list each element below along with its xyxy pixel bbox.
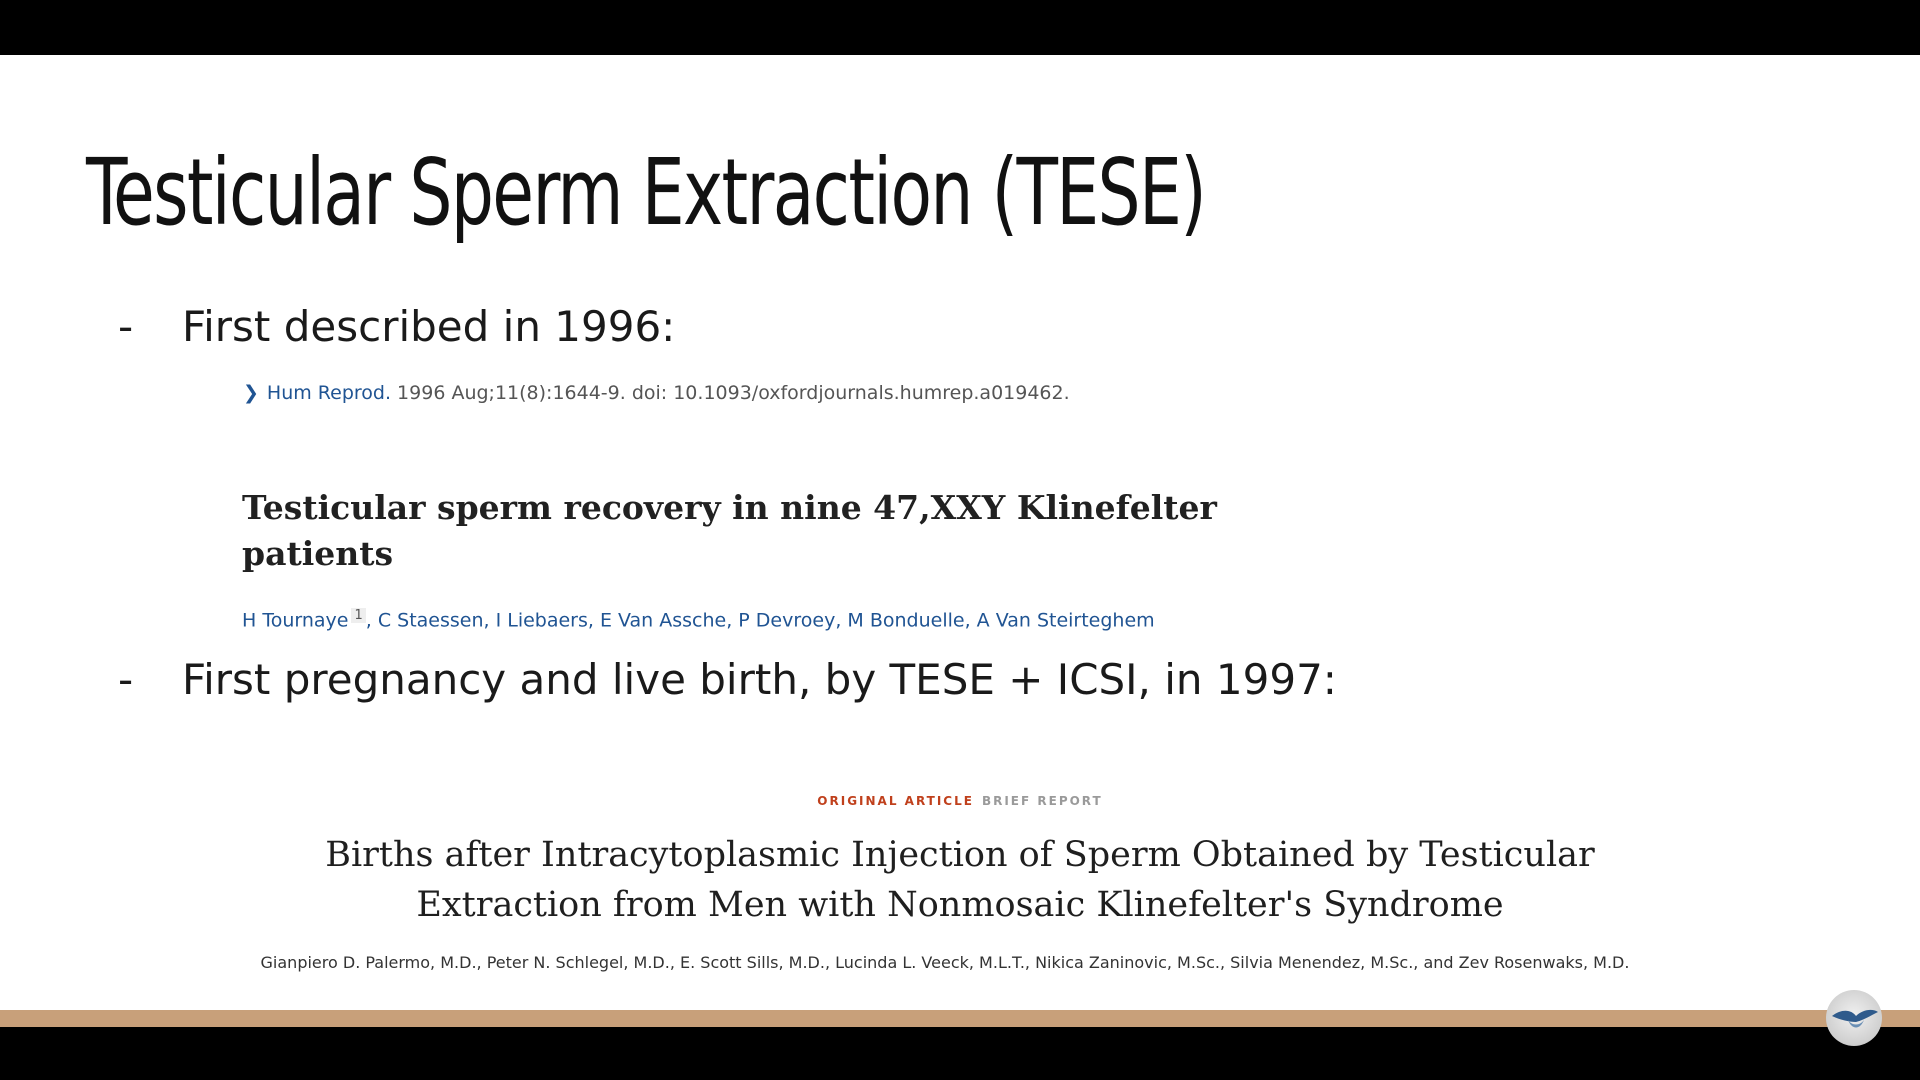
paper1-other-authors[interactable]: , C Staessen, I Liebaers, E Van Assche, P Devroey, M Bonduelle, A Van Steirteghem	[365, 609, 1155, 632]
paper2-authors: Gianpiero D. Palermo, M.D., Peter N. Schlegel, M.D., E. Scott Sills, M.D., Lucinda L. Veeck, M.L.T., Nikica Zaninovic, M.Sc., Silvia Menendez, M.Sc., and Zev Rosenwaks, M.D.	[260, 953, 1630, 972]
bullet-dash: -	[118, 655, 134, 704]
bullet-text: First pregnancy and live birth, by TESE + ICSI, in 1997:	[182, 655, 1337, 704]
bullet-first-described	[118, 302, 675, 351]
bullet-dash: -	[118, 302, 134, 351]
chevron-right-icon: ❯	[243, 382, 259, 404]
slide-title: Testicular Sperm Extraction (TESE)	[86, 139, 1206, 246]
original-article-label: ORIGINAL ARTICLE	[817, 794, 974, 808]
paper1-title: Testicular sperm recovery in nine 47,XXY Klinefelter patients	[242, 488, 1217, 573]
footer-bar	[0, 1010, 1920, 1027]
bullet-first-pregnancy	[118, 655, 1337, 704]
paper2-title	[260, 830, 1660, 930]
paper2-article-type	[0, 794, 1920, 808]
paper2-title-line-2: Extraction from Men with Nonmosaic Klinefelter's Syndrome	[416, 885, 1504, 925]
presentation-slide	[0, 55, 1920, 1010]
eagle-logo-icon	[1826, 990, 1882, 1046]
bullet-text: First described in 1996:	[182, 302, 676, 351]
affiliation-marker: 1	[351, 608, 365, 623]
paper2-title-line-1: Births after Intracytoplasmic Injection of Sperm Obtained by Testicular	[325, 835, 1595, 875]
paper1-citation	[243, 382, 1070, 404]
paper1-first-author-link[interactable]: H Tournaye	[242, 609, 349, 632]
paper1-authors	[242, 608, 1155, 631]
paper1-journal-link[interactable]: Hum Reprod.	[266, 382, 392, 404]
paper1-citation-detail: 1996 Aug;11(8):1644-9. doi: 10.1093/oxfordjournals.humrep.a019462.	[391, 382, 1070, 404]
brief-report-label: BRIEF REPORT	[981, 794, 1103, 808]
